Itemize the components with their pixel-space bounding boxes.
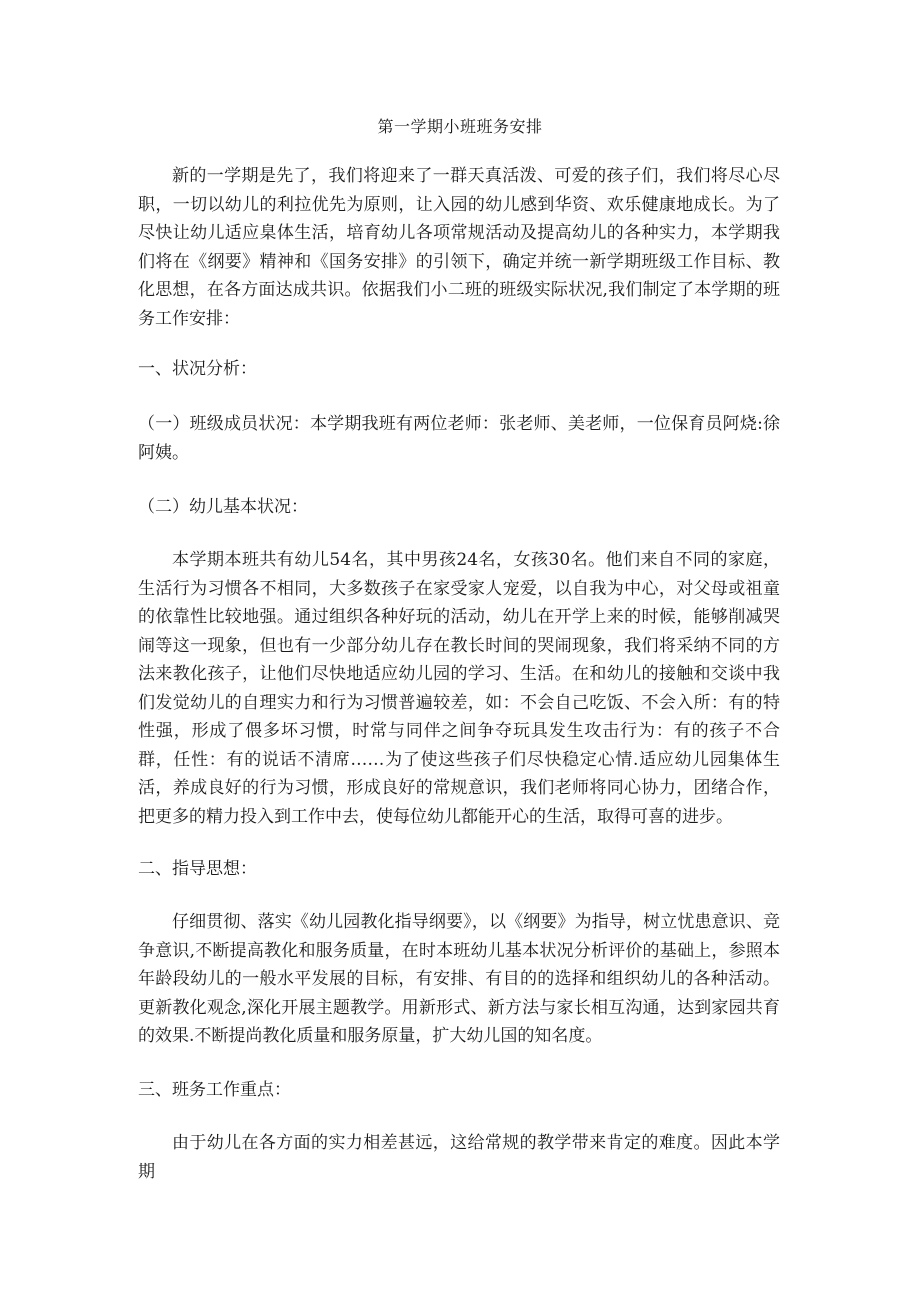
section-3-paragraph: 由于幼儿在各方面的实力相差甚远，这给常规的教学带来肯定的难度。因此本学期 — [138, 1133, 780, 1182]
section-3-heading: 三、班务工作重点： — [138, 1080, 291, 1100]
document-title: 第一学期小班班务安排 — [377, 117, 543, 136]
subsection-2-heading: （二）幼儿基本状况： — [138, 497, 308, 517]
intro-paragraph: 新的一学期是先了，我们将迎来了一群天真活泼、可爱的孩子们，我们将尽心尽职，一切以幼儿的利拉优先为原则，让入园的幼儿感到华资、欢乐健康地成长。为了尽快让幼儿适应臬体生活，培育幼儿各项常规活动及提高幼儿的各种实力，本学期我们将在《纲要》精神和《国务安排》的引领下，确定并统一新学期班级工作目标、教化思想，在各方面达成共识。依据我们小二班的班级实际状况,我们制定了本学期的班务工作安排： — [138, 166, 780, 329]
section-1-heading: 一、状况分析： — [138, 359, 257, 379]
subsection-1-paragraph: （一）班级成员状况：本学期我班有两位老师：张老师、美老师，一位保育员阿烧:徐阿姨。 — [138, 414, 780, 463]
section-2-heading: 二、指导思想： — [138, 859, 257, 879]
section-2-paragraph: 仔细贯彻、落实《幼儿园教化指导纲要》，以《纲要》为指导，树立忧患意识、竞争意识,不断提高教化和服务质量，在时本班幼儿基本状况分析评价的基础上，参照本年龄段幼儿的一般水平发展的目标，有安排、有目的的选择和组织幼儿的各种活动。更新教化观念,深化开展主题教学。用新形式、新方法与家长相互沟通，达到家园共育的效果.不断提尚教化质量和服务原量，扩大幼儿国的知名度。 — [138, 912, 780, 1046]
subsection-2-paragraph: 本学期本班共有幼儿54名，其中男孩24名，女孩30名。他们来自不同的家庭，生活行为习惯各不相同，大多数孩子在家受家人宠爱，以自我为中心，对父母或祖童的依靠性比较地强。通过组织各种好玩的活动，幼儿在开学上来的时候，能够削减哭闹等这一现象，但也有一少部分幼儿存在教长时间的哭闹现象，我们将采纳不同的方法来教化孩子，让他们尽快地适应幼儿园的学习、生活。在和幼儿的接触和交谈中我们发觉幼儿的自理实力和行为习惯普遍较差，如：不会自己吃饭、不会入所：有的特性强，形成了偎多坏习惯，时常与同伴之间争夺玩具发生攻击行为：有的孩子不合群，任性：有的说话不清席……为了使这些孩子们尽快稳定心情.适应幼儿园集体生活，养成良好的行为习惯，形成良好的常规意识，我们老师将同心协力，团绪合作，把更多的精力投入到工作中去，使每位幼儿都能开心的生活，取得可喜的进步。 — [138, 550, 780, 827]
